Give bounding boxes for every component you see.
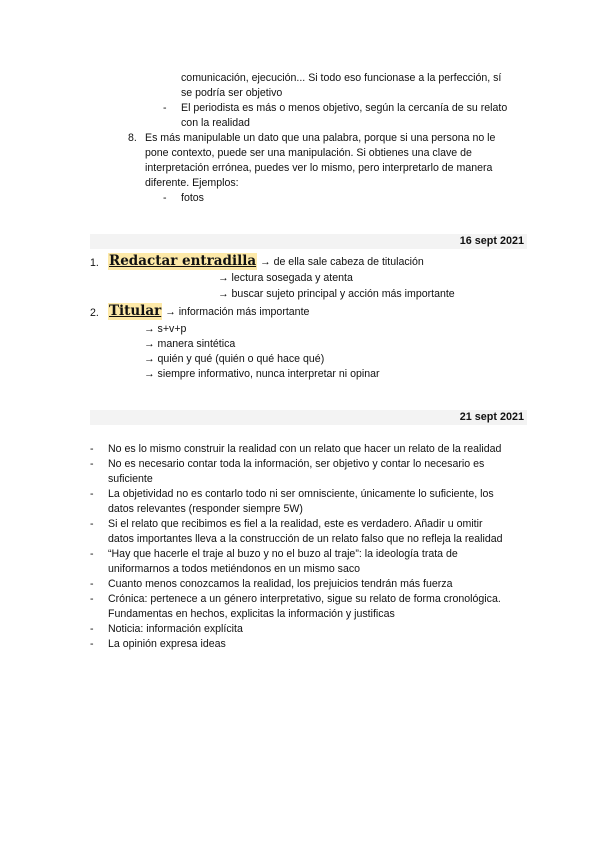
item-heading: Redactar entradilla	[109, 253, 257, 269]
bullet-line: Noticia: información explícita	[108, 623, 243, 635]
item-text: → de ella sale cabeza de titulación	[260, 256, 424, 268]
bullet-line: No es necesario contar toda la información, ser objetivo y contar lo necesario es	[108, 458, 485, 470]
dash-marker: -	[90, 638, 94, 650]
sub-line: → s+v+p	[144, 323, 187, 335]
sub-line: → manera sintética	[144, 338, 236, 350]
bullet-line: “Hay que hacerle el traje al buzo y no el buzo al traje”: la ideología trata de	[108, 548, 458, 560]
dash-marker: -	[90, 518, 94, 530]
date-header: 16 sept 2021	[90, 234, 527, 249]
bullet-line: suficiente	[108, 473, 153, 485]
text-line: con la realidad	[181, 117, 250, 129]
date-header: 21 sept 2021	[90, 410, 527, 425]
text-line: interpretación errónea, puedes ver lo mismo, pero interpretarlo de manera	[145, 162, 493, 174]
text-line: Es más manipulable un dato que una palabra, porque si una persona no le	[145, 132, 496, 144]
list-item	[108, 303, 309, 321]
list-item	[108, 253, 424, 271]
item-text: → información más importante	[162, 306, 310, 318]
dash-marker: -	[90, 488, 94, 500]
dash-marker: -	[90, 593, 94, 605]
sub-line: → siempre informativo, nunca interpretar ni opinar	[144, 368, 380, 380]
bullet-line: Cuanto menos conozcamos la realidad, los prejuicios tendrán más fuerza	[108, 578, 453, 590]
bullet-line: datos relevantes (responder siempre 5W)	[108, 503, 303, 515]
bullet-line: La opinión expresa ideas	[108, 638, 226, 650]
sub-line: → buscar sujeto principal y acción más importante	[218, 288, 455, 300]
dash-marker: -	[90, 458, 94, 470]
bullet-line: Crónica: pertenece a un género interpretativo, sigue su relato de forma cronológica.	[108, 593, 501, 605]
sub-line: → lectura sosegada y atenta	[218, 272, 353, 284]
text-line: comunicación, ejecución... Si todo eso funcionase a la perfección, sí	[181, 72, 502, 84]
dash-marker: -	[90, 443, 94, 455]
text-line: fotos	[181, 192, 204, 204]
bullet-line: Si el relato que recibimos es fiel a la realidad, este es verdadero. Añadir u omitir	[108, 518, 483, 530]
dash-marker: -	[163, 192, 167, 204]
bullet-line: datos importantes lleva a la construcción de un relato falso que no refleja la realidad	[108, 533, 503, 545]
list-number: 8.	[128, 132, 137, 144]
dash-marker: -	[90, 578, 94, 590]
bullet-line: La objetividad no es contarlo todo ni ser omnisciente, únicamente lo suficiente, los	[108, 488, 494, 500]
item-heading: Titular	[109, 303, 162, 319]
text-line: diferente. Ejemplos:	[145, 177, 239, 189]
sub-line: → quién y qué (quién o qué hace qué)	[144, 353, 325, 365]
list-number: 1.	[90, 257, 99, 269]
dash-marker: -	[90, 623, 94, 635]
dash-marker: -	[163, 102, 167, 114]
text-line: se podría ser objetivo	[181, 87, 283, 99]
bullet-line: No es lo mismo construir la realidad con un relato que hacer un relato de la realidad	[108, 443, 502, 455]
text-line: El periodista es más o menos objetivo, según la cercanía de su relato	[181, 102, 508, 114]
bullet-line: Fundamentas en hechos, explicitas la información y justificas	[108, 608, 395, 620]
dash-marker: -	[90, 548, 94, 560]
bullet-line: uniformarnos a todos metiéndonos en un mismo saco	[108, 563, 361, 575]
list-number: 2.	[90, 307, 99, 319]
text-line: pone contexto, puede ser una manipulación. Si obtienes una clave de	[145, 147, 472, 159]
